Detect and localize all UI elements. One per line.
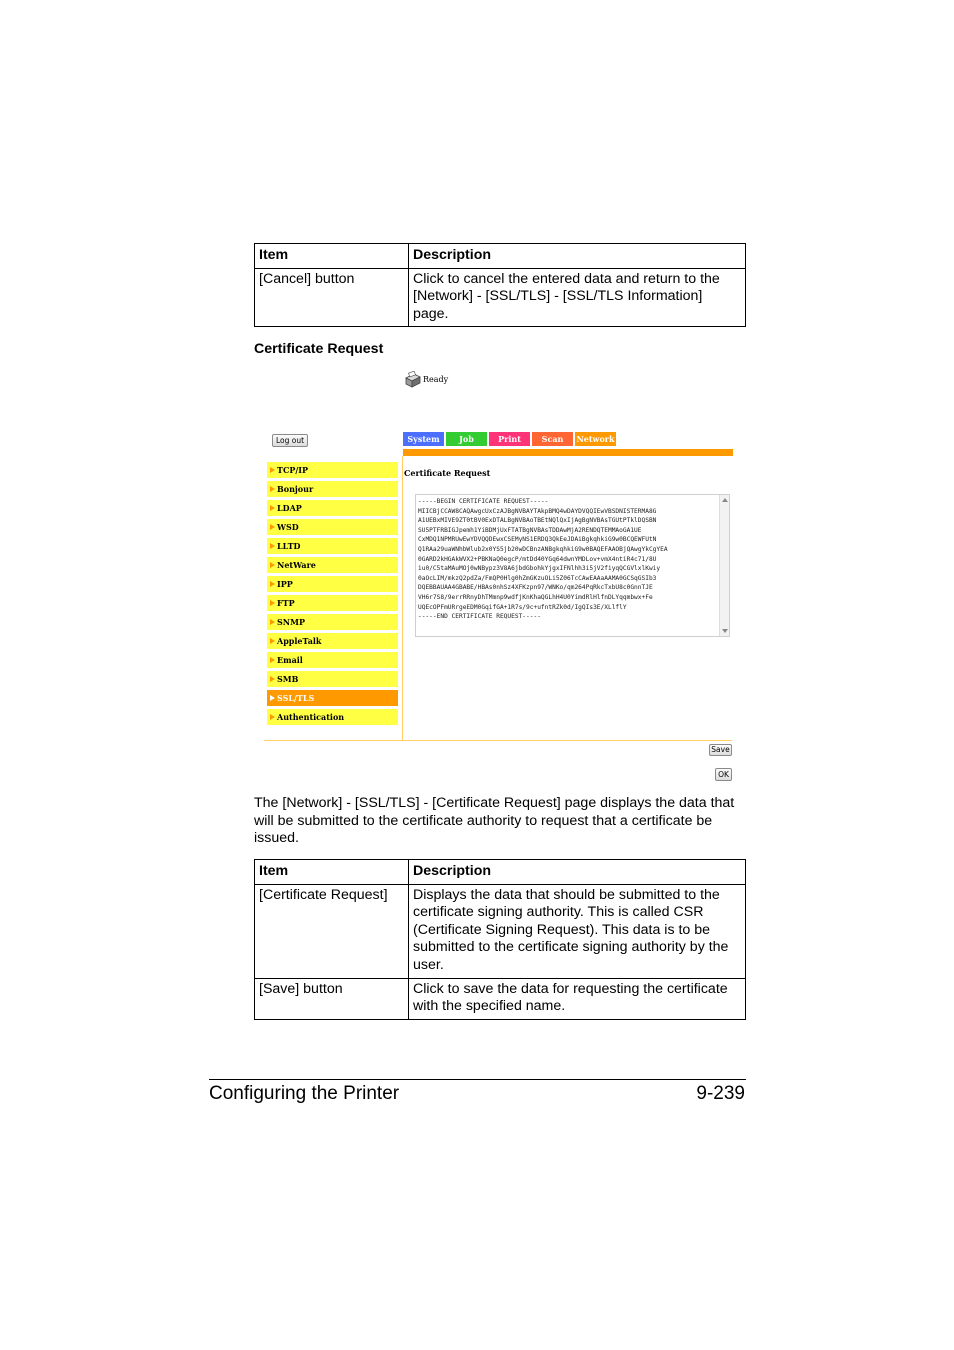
certificate-request-description-table	[254, 859, 746, 1020]
table-cell-item: [Cancel] button	[255, 268, 409, 327]
sidebar-item-lltd[interactable]	[267, 538, 398, 554]
csr-textarea[interactable]	[415, 494, 730, 637]
sidebar-item-tcp-ip[interactable]	[267, 462, 398, 478]
sidebar-item-label: Email	[277, 655, 303, 665]
arrow-icon	[270, 467, 275, 473]
save-button[interactable]: Save	[709, 744, 732, 756]
tab-print[interactable]: Print	[489, 432, 530, 446]
arrow-icon	[270, 638, 275, 644]
tab-system[interactable]: System	[403, 432, 444, 446]
sidebar-item-label: NetWare	[277, 560, 316, 570]
arrow-icon	[270, 676, 275, 682]
arrow-icon	[270, 581, 275, 587]
sidebar-item-label: Authentication	[277, 712, 345, 722]
arrow-icon	[270, 562, 275, 568]
footer-page-number: 9-239	[696, 1083, 745, 1104]
sidebar-item-label: WSD	[277, 522, 299, 532]
sidebar-item-label: TCP/IP	[277, 465, 309, 475]
sidebar-item-ssl-tls[interactable]	[267, 690, 398, 706]
footer-chapter-title: Configuring the Printer	[209, 1083, 400, 1104]
tab-job[interactable]: Job	[446, 432, 487, 446]
table-cell-description: Click to cancel the entered data and return to the [Network] - [SSL/TLS] - [SSL/TLS Information] page.	[409, 268, 746, 327]
body-paragraph: The [Network] - [SSL/TLS] - [Certificate Request] page displays the data that will be submitted to the certificate authority to request that a certificate be issued.	[254, 795, 735, 847]
scroll-down-icon[interactable]	[722, 629, 728, 633]
sidebar-item-ftp[interactable]	[267, 595, 398, 611]
arrow-icon	[270, 619, 275, 625]
arrow-icon	[270, 505, 275, 511]
sidebar-item-email[interactable]	[267, 652, 398, 668]
table-row	[255, 978, 746, 1019]
table-cell-description: Displays the data that should be submitted to the certificate signing authority. This is called CSR (Certificate Signing Request). This data is to be submitted to the certificate signing authority by the user.	[409, 884, 746, 978]
scroll-up-icon[interactable]	[722, 498, 728, 502]
sidebar-item-smb[interactable]	[267, 671, 398, 687]
sidebar-item-ldap[interactable]	[267, 500, 398, 516]
sidebar-item-snmp[interactable]	[267, 614, 398, 630]
sidebar-item-bonjour[interactable]	[267, 481, 398, 497]
table-cell-item: [Save] button	[255, 978, 409, 1019]
sidebar-item-netware[interactable]	[267, 557, 398, 573]
csr-scrollbar[interactable]	[719, 495, 729, 636]
arrow-icon	[270, 657, 275, 663]
sidebar-item-authentication[interactable]	[267, 709, 398, 725]
sidebar-item-appletalk[interactable]	[267, 633, 398, 649]
content-title: Certificate Request	[404, 468, 491, 478]
section-heading: Certificate Request	[254, 341, 384, 357]
table-row	[255, 884, 746, 978]
sidebar-item-ipp[interactable]	[267, 576, 398, 592]
tab-scan[interactable]: Scan	[532, 432, 573, 446]
sidebar-item-wsd[interactable]	[267, 519, 398, 535]
sidebar-item-label: SSL/TLS	[277, 693, 315, 703]
table-header-description: Description	[409, 860, 746, 885]
footer-divider	[209, 1079, 746, 1080]
table-header-description: Description	[409, 244, 746, 269]
header-bar	[403, 449, 733, 456]
table-row	[255, 268, 746, 327]
arrow-icon	[270, 524, 275, 530]
divider	[264, 740, 732, 741]
arrow-icon	[270, 486, 275, 492]
arrow-icon	[270, 600, 275, 606]
tab-network[interactable]: Network	[576, 434, 615, 444]
arrow-icon	[270, 543, 275, 549]
sidebar-item-label: SMB	[277, 674, 299, 684]
arrow-icon	[270, 714, 275, 720]
sidebar-item-label: AppleTalk	[277, 636, 322, 646]
table-cell-item: [Certificate Request]	[255, 884, 409, 978]
ok-button[interactable]: OK	[715, 768, 732, 781]
sidebar-item-label: Bonjour	[277, 484, 314, 494]
sidebar-item-label: LDAP	[277, 503, 302, 513]
sidebar-item-label: LLTD	[277, 541, 301, 551]
logout-button[interactable]: Log out	[272, 434, 308, 447]
sidebar-item-label: FTP	[277, 598, 295, 608]
table-header-item: Item	[255, 860, 409, 885]
divider	[402, 456, 403, 740]
printer-web-ui-screenshot	[262, 368, 738, 788]
sidebar-item-label: SNMP	[277, 617, 305, 627]
cancel-description-table	[254, 243, 746, 327]
printer-icon	[404, 371, 422, 389]
arrow-icon	[270, 695, 275, 701]
table-header-item: Item	[255, 244, 409, 269]
table-cell-description: Click to save the data for requesting the certificate with the specified name.	[409, 978, 746, 1019]
csr-text: -----BEGIN CERTIFICATE REQUEST----- MIICBjCCAW8CAQAwgcUxCzAJBgNVBAYTAkpBMQ4wDAYDVQQIEwVBSDNISTERMA8G A1UEBxMIVE9ZT0tBV0ExDTALBgNVBAoTBEtNQlQxIjAgBgNVBAsTGUtPTklDQSBN SU5PTFRBIGJpemh1YiBDMjUxFTATBgNVBAsTDDAwMjA2RENDQTEMMAoGA1UE CxMDQ1NPMRUwEwYDVQQDEwxCSEMyNS1ERDQ3QkEeJDAiBgkqhkiG9w0BCQEWFUtN Q1RAa29uaWNhbWlub2x0YS5jb20wDCBnzANBgkqhkiG9w0BAQEFAAOBjQAwgYkCgYEA 0GARD2kHGAkWVX2+PBKNaQ0egcP/mtDd40YGq64dwnYMDLov+vmX4ntiR4c71/8U iu0/C5taMAuMOj0wNBypz3V8A6jbdGbohkYjgxIFNlhh3i5jV2fiyqQCGVlxlKwiy 0aOcLIM/mkzQ2pdZa/FmQP0Hlg0hZmGKzuOLi5Z06TcCAwEAAaAAMA0GCSqGSIb3 DQEBBAUAA4GBABE/HBAs0nhSz4XFKzpn97/WNKo/qm264PqRkcTxbU8c0GnnTJE VH6r7S8/9errRRnyDhTMmnp9wdfjKnKhaQGLhH4U0YimdRlHlfnDLYqqmbwx+Fe UQEcOPFmURrgeEDM0GqifGA+1R7s/9c+ufntRZk0d/IgQIs3E/XLlflY -----END CERTIFICATE REQUEST-----	[418, 498, 668, 621]
status-text: Ready	[423, 375, 449, 384]
sidebar-item-label: IPP	[277, 579, 293, 589]
